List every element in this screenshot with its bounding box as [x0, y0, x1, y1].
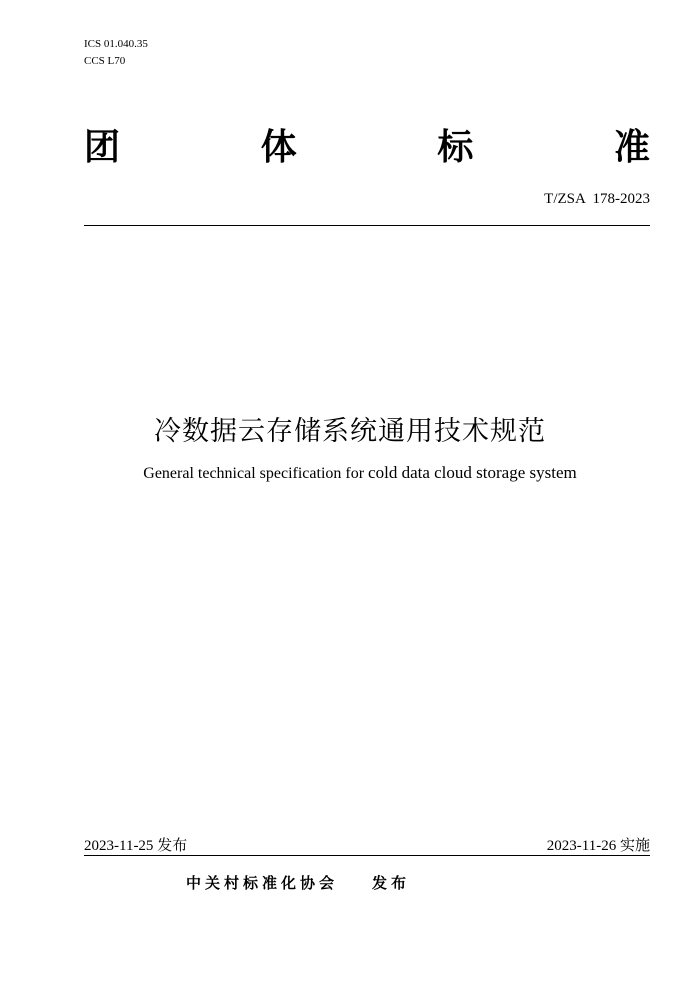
ccs-code: CCS L70 [84, 55, 126, 67]
doc-type-char: 标 [437, 127, 474, 168]
classification-codes [84, 36, 148, 70]
implement-date-block [547, 835, 650, 856]
publisher-name: 中关村标准化协会 [186, 874, 339, 892]
publish-date-block [84, 835, 187, 856]
implement-label: 实施 [619, 836, 650, 854]
dates-row [84, 835, 650, 856]
publish-label: 发布 [157, 836, 188, 854]
doc-type-char: 团 [84, 127, 121, 168]
publish-date: 2023-11-25 [84, 838, 154, 854]
publisher-action: 发布 [372, 874, 411, 892]
doc-type-char: 准 [613, 127, 650, 168]
doc-type-char: 体 [260, 127, 297, 168]
publisher-line [186, 872, 410, 894]
standard-number: T/ZSA 178-2023 [544, 191, 650, 207]
top-divider [84, 225, 650, 226]
title-english-part1: General technical specification for [143, 465, 369, 482]
document-type-heading [84, 126, 650, 170]
title-chinese: 冷数据云存储系统通用技术规范 [154, 416, 546, 447]
implement-date: 2023-11-26 [546, 838, 617, 854]
ics-code: ICS 01.040.35 [84, 38, 148, 50]
title-english [0, 462, 700, 485]
bottom-divider [84, 855, 650, 856]
title-english-part2: cold data cloud storage system [368, 463, 577, 482]
